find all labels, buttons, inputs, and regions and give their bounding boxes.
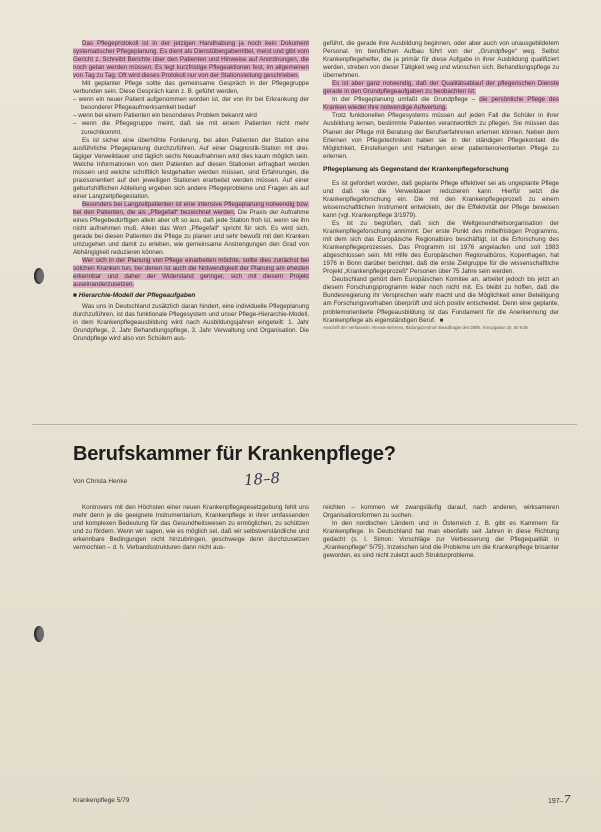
paragraph: Es ist gefordert worden, daß geplante Pflege effektiver sei als ungeplante Pflege und daß sie die Verweildauer reduzieren kann. Hierfür setzt die Krankenpflegeforschung ein. Die mit den Krankenpflegeprozeß zu einem wissenschaftlichen Instrument entwickeln, der die Effektivität der Pflege beweisen kann (vgl. Krankenpflege 3/1979). — [323, 179, 559, 219]
paragraph: Trotz funktionellen Pflegesystems müssen auf jeden Fall die Schüler in ihrer Ausbildung lernen, bestimmte Patienten verantwortlich zu pflegen. Sie müssen das Planen der Pflege mit Beratung der Berufserfahrenen erlernen können. Neben dem Erlernen von Pflegetechniken haben sie in der ständigen Pflegekontakt die Möglichkeit, Einstellungen und Haltungen einer patientenorientierten Pflege zu erlernen. — [323, 112, 559, 160]
section-divider — [32, 424, 577, 425]
paragraph: Was uns in Deutschland zusätzlich daran hindert, eine individuelle Pflegeplanung durchzuführen, ist das funktionale Pflegesystem und unser Pflege-Hierarchie-Modell, in dem Krankenpflegeausbildung wird nach Ausbildungsjahren eingeteilt: 1. Jahr Grundpflege, 2. Jahr Behandlungspflege, 3. Jahr Verwaltung und Organisation. Die Grundpflege wird also von Schülern aus- — [73, 302, 309, 342]
paragraph: Es ist zu begrüßen, daß sich die Weltgesundheitsorganisation der Krankenpflegeforschung annimmt. Der erste Punkt des mittelfristigen Programms, mit dem sich das Europäische Regionalbüro beschäftigt, ist die Erforschung des Krankenpflegeprozesses. Das Programm ist 1976 angelaufen und soll 1983 abgeschlossen sein. Mit Hilfe des Europäischen Regionalbüros, Kopenhagen, hat 1976 in Bonn darüber berichtet, daß die erste Zielgruppe für die wissenschaftliche Projekt „Krankenpflegeprozeß“ Personen über 75 Jahre sein werden. — [323, 219, 559, 276]
highlighted-text: die persönliche Pflege des Kranken wieder ihre notwendige Aufwertung. — [323, 96, 559, 112]
column-bottom-left — [73, 504, 309, 552]
page-number — [548, 793, 571, 806]
paragraph — [73, 201, 309, 257]
article-author: Von Christa Henke — [73, 478, 128, 485]
list-item: – wenn die Pflegegruppe meint, daß sie mit einem Patienten nicht mehr zurechtkommt. — [73, 120, 309, 136]
body-text: Deutschland gehört dem Europäischen Komitee an, arbeitet jedoch bis jetzt an diesem Forschungsprogramm leider noch nicht mit. Es bleibt zu hoffen, daß die Bundesregierung ihr Versprechen wahr macht und die Möglichkeit einer Beteiligung am Forschungsvorhaben überprüft und sich positiv entscheidet. Denn eine geplante, problemorientierte Pflegeausbildung ist das Fundament für die Anerkennung der Krankenpflege als eigenständigen Beruf. — [323, 276, 559, 324]
column-bottom-right — [323, 504, 559, 560]
footer-journal: Krankenpflege 5/79 — [73, 797, 130, 804]
paragraph: reichten – kommen wir zwangsläufig darauf, nach anderen, wirksameren Organisationsformen zu suchen. — [323, 504, 559, 520]
paragraph: In den nordischen Ländern und in Österreich z. B. gibt es Kammern für Krankenpflege. In Deutschland hat man ebenfalls seit Jahren in diese Richtung gedacht (s. I. Simon: Vorschläge zur Verbesserung der Pflegequalität in „Krankenpflege“ 5/75). Inzwischen sind die Probleme um die Krankenpflege brisanter geworden, es sind nicht zuletzt auch Strukturprobleme. — [323, 520, 559, 560]
page-number-handwritten: 7 — [563, 793, 571, 806]
paragraph — [323, 80, 559, 96]
highlighted-text: Es ist aber ganz notwendig, daß der Qualitätsablauf der pflegerischen Dienste gerade in den Grundpflegeaufgaben zu beobachten ist. — [323, 80, 559, 96]
column-top-left — [73, 40, 309, 343]
paragraph: Mit geplanter Pflege sollte das gemeinsame Gespräch in der Pflegegruppe verbunden sein. Diese Gespräch kann z. B. geführt werden, — [73, 80, 309, 96]
highlighted-text: Das Pflegeprotokoll ist in der jetzigen Handhabung ja noch kein Dokument systematischer Pflegeplanung. Es dient als Dienstübergabemittel, meist und gibt vom Gericht z. Schreibt Berichte über den Patienten und Hinweise auf Anordnungen, die noch getan werden müssen. Es legt kurzfristige Pflegeaktionen fest, im allgemeinen von Tag zu Tag. Oft wird dieses Protokoll nur von der Stationsleitung geschrieben. — [73, 40, 309, 80]
handwritten-note: 18–8 — [243, 468, 281, 490]
highlighted-text: Besonders bei Langzeitpatienten ist eine intensive Pflegeplanung notwendig bzw. bei den Patienten, die als „Pflegefall“ bezeichnet werden. — [73, 200, 309, 216]
highlighted-text: Wer sich in der Planung von Pflege einarbeiten möchte, sollte dies zunächst bei solchen Kranken tun, bei denen ist auch die Notwendigkeit der Planung am ehesten erkennbar und daher der Widerstand geringer, sich mit diesem Projekt auseinanderzusetzen. — [73, 257, 309, 289]
section-subheading: ■ Hierarchie-Modell der Pflegeaufgaben — [73, 292, 196, 300]
paragraph — [323, 96, 559, 112]
list-item: – wenn ein neuer Patient aufgenommen worden ist, der von ihr bei Erkrankung der besonderer Pflegeaufmerksamkeit bedarf — [73, 96, 309, 112]
punch-hole-bottom — [34, 626, 44, 642]
section-subheading: Pflegeplanung als Gegenstand der Krankenpflegeforschung — [323, 165, 509, 173]
paragraph: geführt, die gerade ihre Ausbildung beginnen, oder aber auch von unausgebildetem Personal. Im beruflichen Aufbau führt von der „Grundpflege“ weg. Selbst Krankenpflegehelfer, die ja primär für diese Aufgabe in ihrer Ausbildung qualifiziert werden, streben von dieser Tätigkeit weg und wünschen sich, Behandlungspflege zu übernehmen. — [323, 40, 559, 80]
column-top-right — [323, 40, 559, 330]
paragraph — [73, 40, 309, 80]
punch-hole-top — [34, 268, 44, 284]
article-title: Berufskammer für Krankenpflege? — [73, 443, 396, 465]
end-mark-icon: ■ — [439, 317, 444, 324]
list-item: – wenn bei einem Patienten ein besonderes Problem bekannt wird — [73, 112, 257, 120]
body-text: In der Pflegeplanung umfaßt die Grundpflege – — [332, 96, 476, 104]
page-number-print: 197– — [548, 798, 564, 805]
author-credit: Anschrift der Verfasserin: Renate Behrens, Bildungszentrum Beauftragte des DBfK, Kreuzgasse 20, 50 Köln — [323, 324, 529, 330]
paragraph: Es ist sicher eine überhöhte Forderung, bei allen Patienten der Station eine ausführliche Pflegeplanung durchzuführen. Auf einer Diagnostik-Station mit drei-tägiger Verweildauer und täglich sechs Neuaufnahmen wird dies kaum möglich sein. Welche Informationen von dem Patienten auf diesen Stationen erfragbart werden müssen und welche schriftlich festgehalten werden müssen, sind Erfahrungen, die praxisorientiert auf den jeweiligen Stationen erarbeitet werden müssen. Auf einer geburtshilflichen Abteilung ergeben sich andere Pflegeprobleme und Fragen als auf einer Langzeitpflegestation. — [73, 136, 309, 200]
paragraph — [73, 257, 309, 289]
body-text: Die Praxis der Aufnahme eines Pflegebedürftigen allein aber oft so aus, daß jede Station froh ist, wenn sie ihn nicht aufnehmen muß. Allein das Wort „Pflegefall“ spricht für sich. Es wird sich, gerade bei diesen Patienten die Pflege zu planen und sehr bewußt mit den Kranken umzugehen und damit zu erleben, wie gemeinsame Anstrengungen den Grad von Abhängigkeit reduzieren können. — [73, 208, 309, 257]
paragraph — [323, 276, 559, 324]
paragraph: Kontrovers mit den Höchsten einer neuen Krankenpflegegesetzgebung fehlt uns mehr denn je die geeignete Instrumentarium, Krankenpflege in ihrer umfassenden und komplexen Bedeutung für das Gesundheitswesen zu ermöglichen, zu schützen und zu fördern. Wenn wir sagen, wie es möglich sei, daß wir selbstverständliche und erkennbare Bedingungen nicht hinzubringen, geschweige denn durchzusetzen vermochten – d. h. Verbandsstrukturen dann nicht aus- — [73, 504, 309, 552]
